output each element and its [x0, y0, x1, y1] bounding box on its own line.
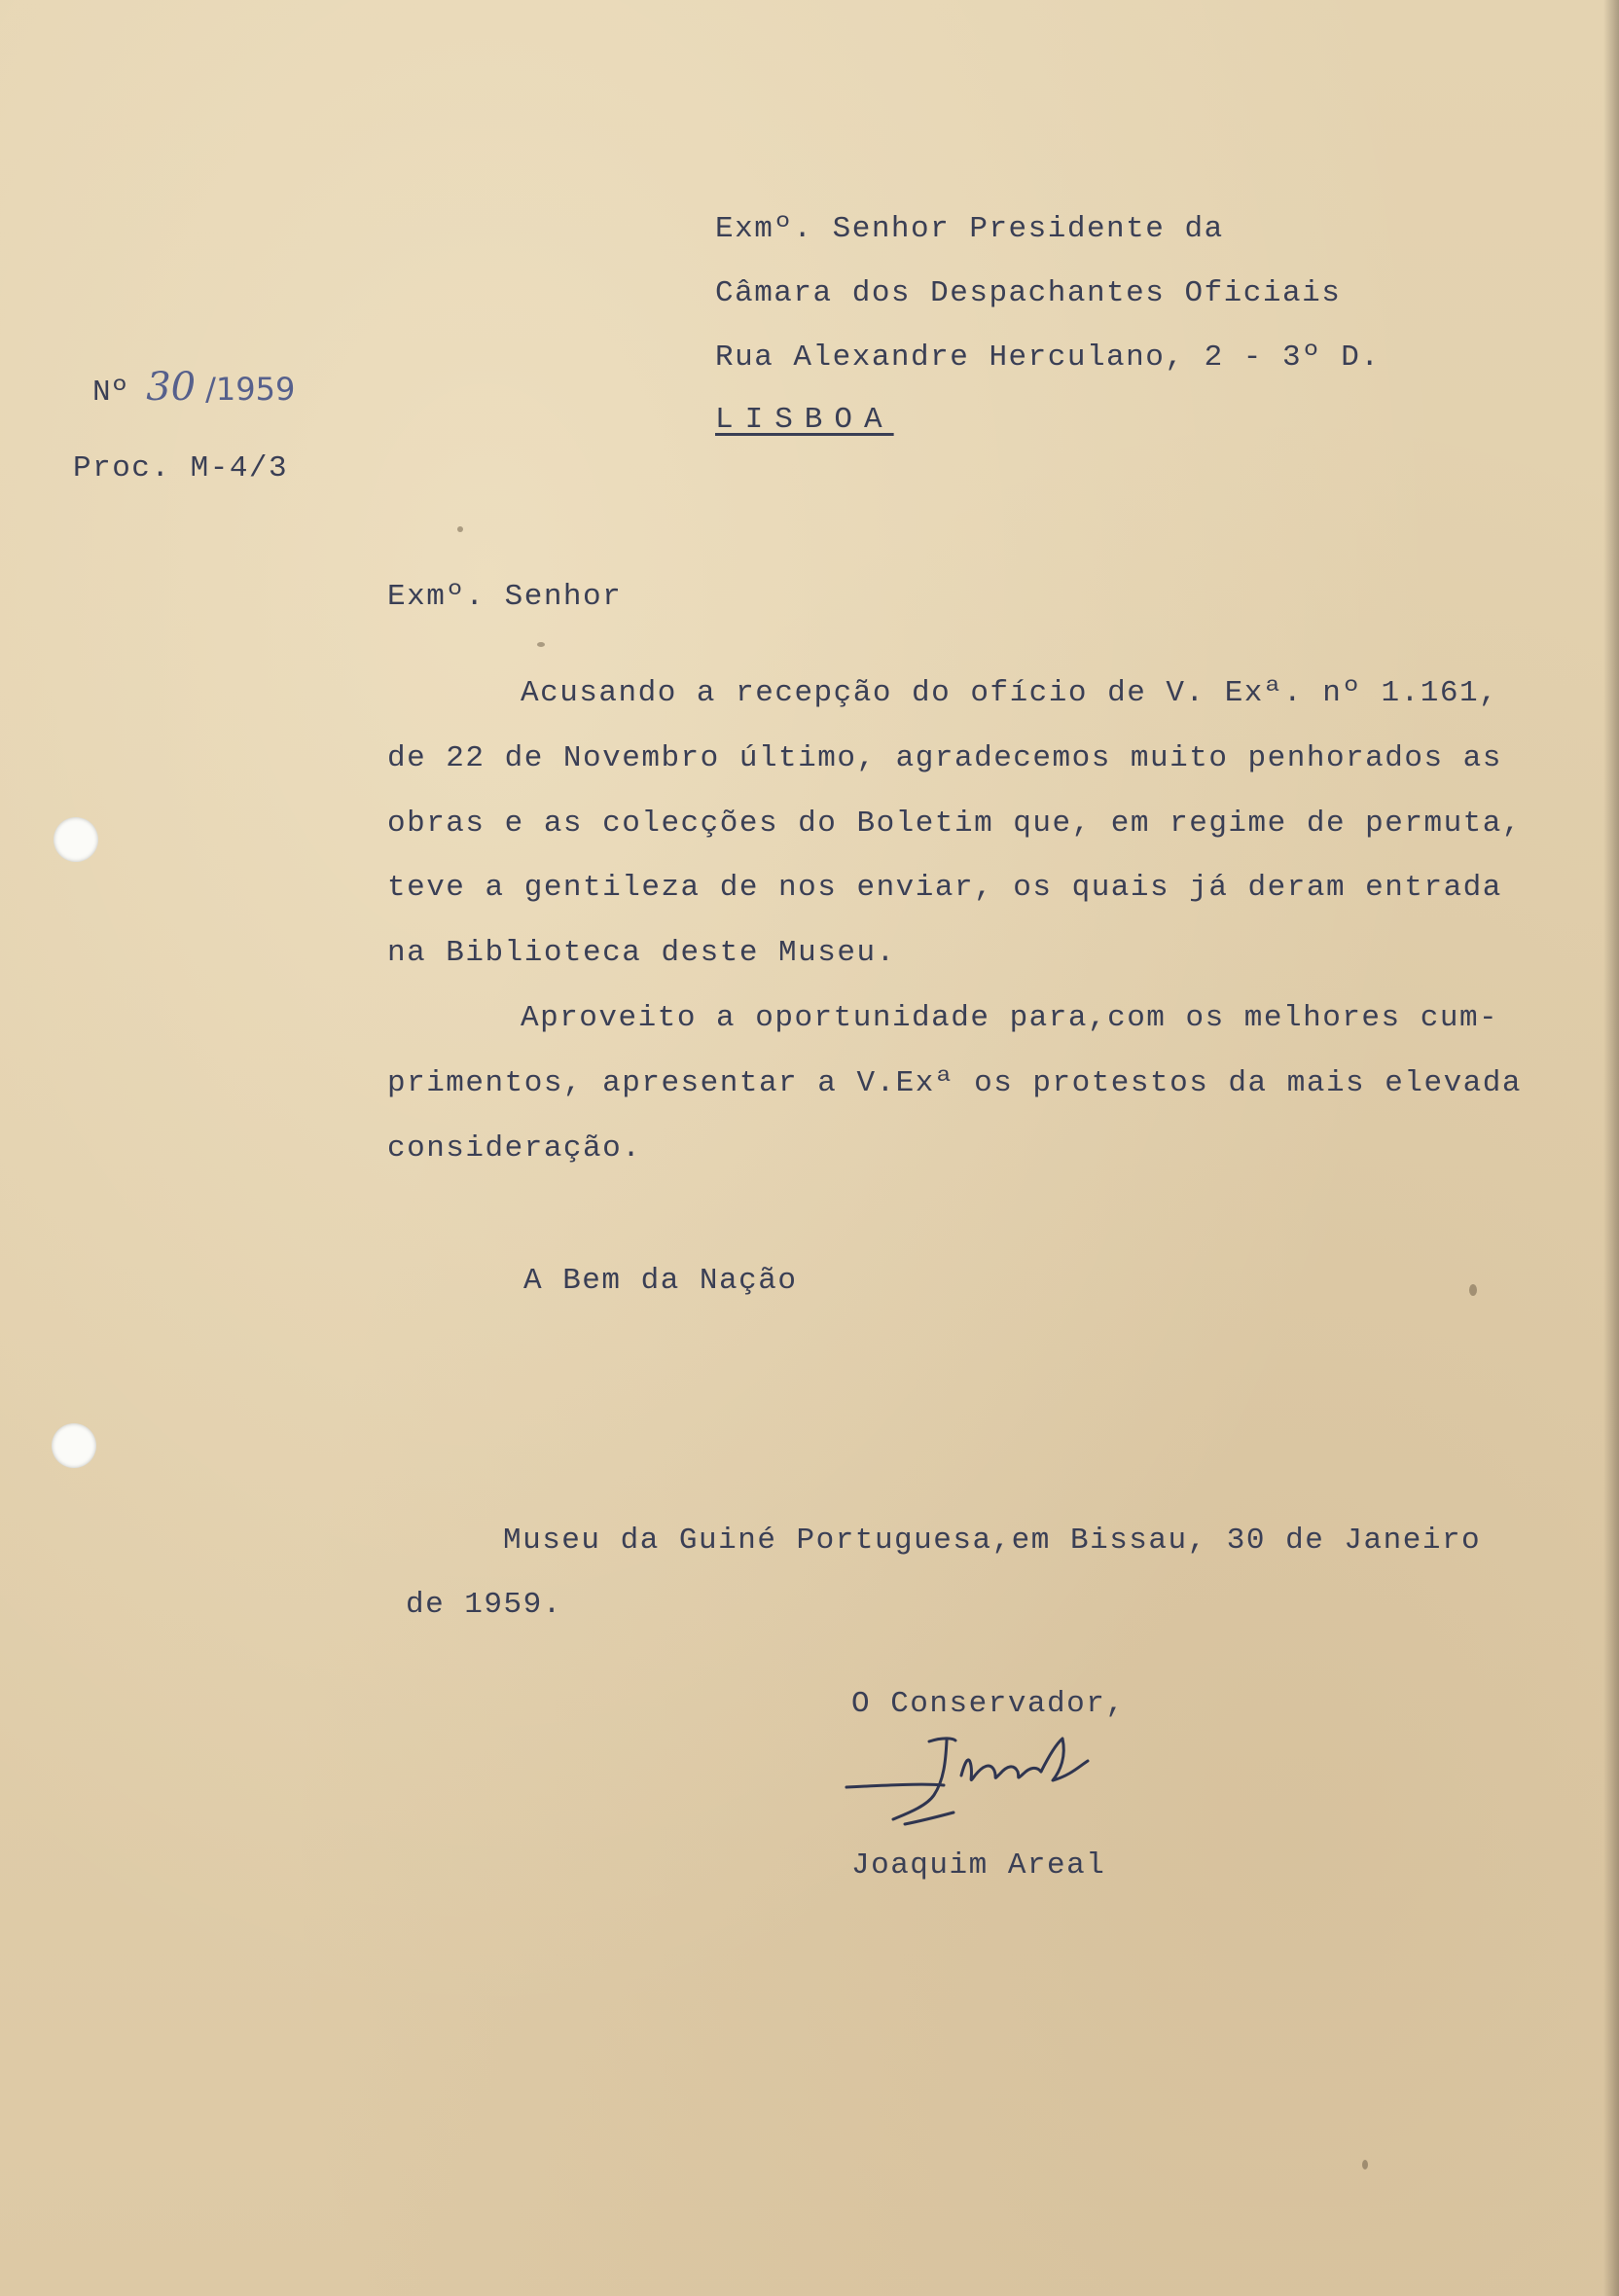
punch-hole-top	[54, 817, 98, 862]
reference-number-year: /1959	[205, 371, 296, 408]
reference-number-handwritten: 30	[146, 365, 197, 410]
recipient-city: LISBOA	[715, 403, 894, 437]
place-date-line-1: Museu da Guiné Portuguesa,em Bissau, 30 de Janeiro	[503, 1524, 1482, 1558]
reference-number	[92, 365, 296, 413]
recipient-line-1: Exmº. Senhor Presidente da	[715, 212, 1224, 246]
body-line: de 22 de Novembro último, agradecemos muito penhorados as	[387, 741, 1502, 775]
paper-speck	[1362, 2160, 1368, 2170]
body-line: consideração.	[387, 1131, 642, 1166]
closing-formula: A Bem da Nação	[523, 1264, 798, 1298]
place-date-line-2: de 1959.	[406, 1588, 562, 1622]
body-line: primentos, apresentar a V.Exª os protestos da mais elevada	[387, 1066, 1522, 1100]
paper-speck	[457, 526, 463, 532]
recipient-line-2: Câmara dos Despachantes Oficiais	[715, 276, 1342, 310]
paper-speck	[537, 642, 545, 647]
process-reference: Proc. M-4/3	[73, 451, 289, 485]
body-line: na Biblioteca deste Museu.	[387, 936, 896, 970]
signatory-name: Joaquim Areal	[851, 1848, 1106, 1883]
body-line: Acusando a recepção do ofício de V. Exª. nº 1.161,	[521, 676, 1499, 710]
salutation: Exmº. Senhor	[387, 580, 623, 614]
punch-hole-bottom	[52, 1423, 96, 1468]
recipient-address: Rua Alexandre Herculano, 2 - 3º D.	[715, 341, 1381, 375]
body-line: Aproveito a oportunidade para,com os melhores cum-	[521, 1001, 1499, 1035]
body-line: teve a gentileza de nos enviar, os quais já deram entrada	[387, 871, 1502, 905]
signatory-title: O Conservador,	[851, 1687, 1126, 1721]
reference-number-prefix: Nº	[92, 376, 129, 410]
body-line: obras e as colecções do Boletim que, em regime de permuta,	[387, 807, 1522, 841]
paper-speck	[1469, 1284, 1477, 1296]
handwritten-signature	[837, 1727, 1129, 1844]
